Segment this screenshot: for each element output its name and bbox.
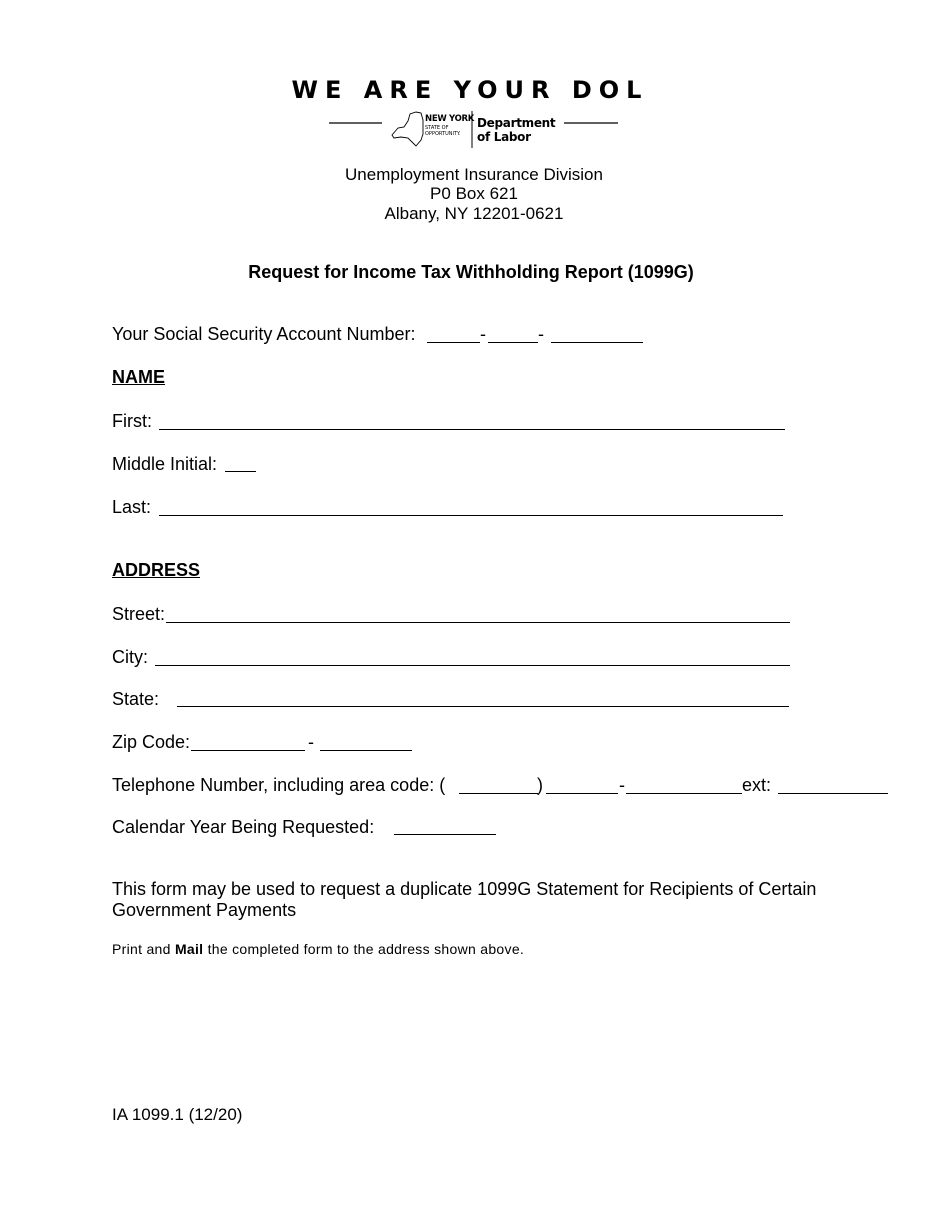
street-field[interactable] bbox=[166, 622, 790, 623]
ny-dol-logo bbox=[328, 108, 620, 150]
ssn-sep2: - bbox=[538, 324, 544, 344]
ssn-label: Your Social Security Account Number: bbox=[112, 324, 416, 344]
state-field[interactable] bbox=[177, 706, 789, 707]
state-label: State: bbox=[112, 689, 160, 709]
zip-label: Zip Code: bbox=[112, 732, 191, 752]
first-name-label: First: bbox=[112, 411, 152, 431]
division-name: Unemployment Insurance Division bbox=[345, 165, 603, 184]
year-field[interactable] bbox=[394, 834, 496, 835]
instruction-pre: Print and bbox=[112, 941, 175, 957]
logo-state-line3: OPPORTUNITY. bbox=[425, 131, 461, 137]
phone-close-paren: ) bbox=[537, 775, 543, 795]
phone-prefix-field[interactable] bbox=[546, 793, 618, 794]
year-label: Calendar Year Being Requested: bbox=[112, 817, 375, 837]
first-name-field[interactable] bbox=[159, 429, 785, 430]
ny-state-outline-icon bbox=[392, 112, 423, 146]
city-label: City: bbox=[112, 647, 148, 667]
phone-ext-field[interactable] bbox=[778, 793, 888, 794]
logo-dept-line1: Department bbox=[477, 116, 556, 130]
address-heading: ADDRESS bbox=[112, 560, 201, 580]
instruction-bold: Mail bbox=[174, 941, 204, 957]
ssn-part1-field[interactable] bbox=[427, 342, 480, 343]
phone-ext-label: ext: bbox=[742, 775, 772, 795]
form-title: Request for Income Tax Withholding Report (1099G) bbox=[248, 262, 694, 282]
phone-area-code-field[interactable] bbox=[459, 793, 538, 794]
phone-number-field[interactable] bbox=[626, 793, 742, 794]
form-description: This form may be used to request a duplicate 1099G Statement for Recipients of Certain Government Payments bbox=[112, 879, 817, 920]
middle-initial-label: Middle Initial: bbox=[112, 454, 218, 474]
middle-initial-field[interactable] bbox=[225, 471, 256, 472]
ssn-part3-field[interactable] bbox=[551, 342, 643, 343]
last-name-field[interactable] bbox=[159, 515, 783, 516]
name-heading: NAME bbox=[112, 367, 165, 387]
form-id: IA 1099.1 (12/20) bbox=[112, 1105, 243, 1124]
logo-state-line2: STATE OF bbox=[425, 125, 449, 131]
city-field[interactable] bbox=[155, 665, 790, 666]
zip-field[interactable] bbox=[191, 750, 305, 751]
zip-sep: - bbox=[308, 732, 314, 752]
city-state-zip: Albany, NY 12201-0621 bbox=[384, 204, 564, 223]
mail-instruction bbox=[112, 941, 524, 957]
street-label: Street: bbox=[112, 604, 166, 624]
zip-ext-field[interactable] bbox=[320, 750, 412, 751]
instruction-post: the completed form to the address shown above. bbox=[203, 941, 525, 957]
phone-label: Telephone Number, including area code: ( bbox=[112, 775, 446, 795]
phone-sep: - bbox=[619, 775, 625, 795]
ssn-part2-field[interactable] bbox=[488, 342, 538, 343]
ssn-sep1: - bbox=[480, 324, 486, 344]
po-box: P0 Box 621 bbox=[430, 184, 518, 203]
last-name-label: Last: bbox=[112, 497, 152, 517]
logo-dept-line2: of Labor bbox=[477, 130, 531, 144]
logo-state-line1: NEW YORK bbox=[425, 114, 475, 124]
slogan: WE ARE YOUR DOL bbox=[291, 76, 649, 104]
